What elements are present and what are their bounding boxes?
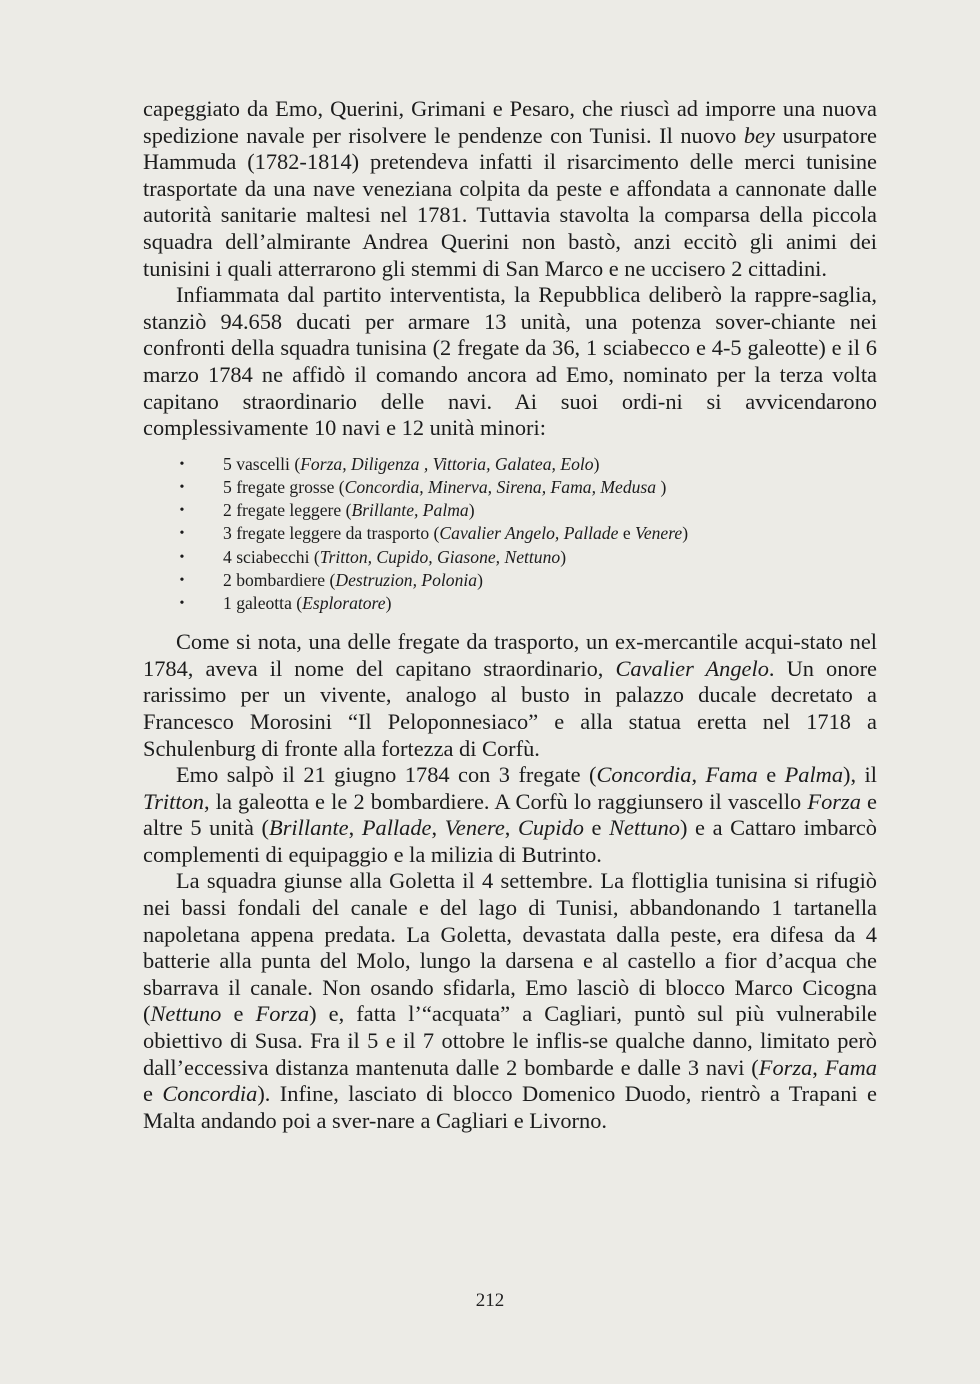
list-item-text: 2 fregate leggere (Brillante, Palma)	[223, 500, 475, 521]
italic-text: Concordia, Minerva, Sirena, Fama, Medusa	[344, 476, 657, 497]
italic-text: Forza	[255, 1001, 310, 1027]
italic-text: Cavalier Angelo, Pallade	[439, 523, 619, 544]
italic-text: Esploratore	[302, 592, 386, 613]
italic-text: Fama	[824, 1054, 877, 1080]
paragraph-continued: capeggiato da Emo, Querini, Grimani e Pesaro, che riuscì ad imporre una nuova spedizione navale per risolvere le pendenze con Tunisi. Il nuovo bey usurpatore Hammuda (1782-1814) pretendeva infatti il risarcimento delle merci tunisine trasportate da una nave veneziana colpita da peste e affondata a cannonate dalle autorità sanitarie maltesi nel 1781. Tuttavia stavolta la comparsa della piccola squadra dell’almirante Andrea Querini non bastò, anzi eccitò gli animi dei tunisini i quali atterrarono gli stemmi di San Marco e ne uccisero 2 cittadini.	[143, 96, 877, 281]
italic-text: Nettuno	[150, 1001, 222, 1027]
list-item-text: 3 fregate leggere da trasporto (Cavalier Angelo, Pallade e Venere)	[223, 523, 689, 544]
italic-text: Cavalier Angelo	[615, 655, 769, 681]
bullet-icon: •	[179, 572, 185, 588]
paragraph-cavalier-angelo: Come si nota, una delle fregate da trasporto, un ex-mercantile acqui-stato nel 1784, aveva il nome del capitano straordinario, Cavalier Angelo. Un onore rarissimo per un vivente, analogo al busto in palazzo ducale decretato a Francesco Morosini “Il Peloponnesiaco” e alla statua eretta nel 1718 a Schulenburg di fronte alla fortezza di Corfù.	[143, 629, 877, 761]
list-item	[177, 546, 877, 569]
list-item-text: 5 fregate grosse (Concordia, Minerva, Sirena, Fama, Medusa )	[223, 476, 667, 497]
bullet-icon: •	[179, 595, 185, 611]
list-item	[177, 569, 877, 592]
list-item-text: 2 bombardiere (Destruzion, Polonia)	[223, 569, 483, 590]
italic-text: Tritton, Cupido, Giasone, Nettuno	[319, 546, 561, 567]
list-item	[177, 592, 877, 615]
italic-text: Nettuno	[609, 815, 680, 841]
list-item-text: 4 sciabecchi (Tritton, Cupido, Giasone, Nettuno)	[223, 546, 567, 567]
list-item-text: 1 galeotta (Esploratore)	[223, 592, 392, 613]
paragraph-departure: Emo salpò il 21 giugno 1784 con 3 fregate (Concordia, Fama e Palma), il Tritton, la galeotta e le 2 bombardiere. A Corfù lo raggiunsero il vascello Forza e altre 5 unità (Brillante, Pallade, Venere, Cupido e Nettuno) e a Cattaro imbarcò complementi di equipaggio e la milizia di Butrinto.	[143, 762, 877, 867]
italic-text: Cupido	[517, 815, 584, 841]
list-item	[177, 476, 877, 499]
italic-text: Palma	[784, 762, 844, 788]
page-number: 212	[475, 1290, 505, 1311]
italic-text: Fama	[705, 762, 758, 788]
italic-text: Forza, Diligenza , Vittoria, Galatea, Eolo	[300, 453, 594, 474]
body-text	[143, 96, 877, 1134]
italic-text: Destruzion, Polonia	[335, 569, 478, 590]
italic-text: Forza	[758, 1054, 813, 1080]
bullet-icon: •	[179, 456, 185, 472]
italic-text: bey	[743, 122, 775, 148]
bullet-icon: •	[179, 526, 185, 542]
italic-text: Venere	[444, 815, 505, 841]
paragraph-goletta: La squadra giunse alla Goletta il 4 settembre. La flottiglia tunisina si rifugiò nei bassi fondali del canale e del lago di Tunisi, abbandonando 1 tartanella napoletana appena predata. La Goletta, devastata dalla peste, era difesa da 4 batterie alla punta del Molo, lungo la darsena e al castello a fior d’acqua che sbarrava il canale. Non osando sfidarla, Emo lasciò di blocco Marco Cicogna (Nettuno e Forza) e, fatta l’“acquata” a Cagliari, puntò sul più vulnerabile obiettivo di Susa. Fra il 5 e il 7 ottobre le inflis-se qualche danno, limitato però dall’eccessiva distanza mantenuta dalle 2 bombarde e dalle 3 navi (Forza, Fama e Concordia). Infine, lasciato di blocco Domenico Duodo, rientrò a Trapani e Malta andando poi a sver-nare a Cagliari e Livorno.	[143, 868, 877, 1133]
paragraph-intervention: Infiammata dal partito interventista, la Repubblica deliberò la rappre-saglia, stanziò 94.658 ducati per armare 13 unità, una potenza sover-chiante nei confronti della squadra tunisina (2 fregate da 36, 1 sciabecco e 4-5 galeotte) e il 6 marzo 1784 ne affidò il comando ancora ad Emo, nominato per la terza volta capitano straordinario delle navi. Ai suoi ordi-ni si avvicendarono complessivamente 10 navi e 12 unità minori:	[143, 282, 877, 441]
bullet-icon: •	[179, 479, 185, 495]
italic-text: Venere	[635, 523, 683, 544]
fleet-list	[143, 453, 877, 615]
bullet-icon: •	[179, 549, 185, 565]
italic-text: Pallade	[361, 815, 432, 841]
italic-text: Brillante	[269, 815, 349, 841]
list-item-text: 5 vascelli (Forza, Diligenza , Vittoria, Galatea, Eolo)	[223, 453, 600, 474]
italic-text: Concordia	[162, 1081, 258, 1107]
italic-text: Concordia	[596, 762, 692, 788]
list-item	[177, 499, 877, 522]
italic-text: Tritton	[143, 788, 204, 814]
italic-text: Brillante, Palma	[351, 500, 469, 521]
list-item	[177, 522, 877, 545]
italic-text: Forza	[807, 788, 861, 814]
bullet-icon: •	[179, 503, 185, 519]
list-item	[177, 453, 877, 476]
